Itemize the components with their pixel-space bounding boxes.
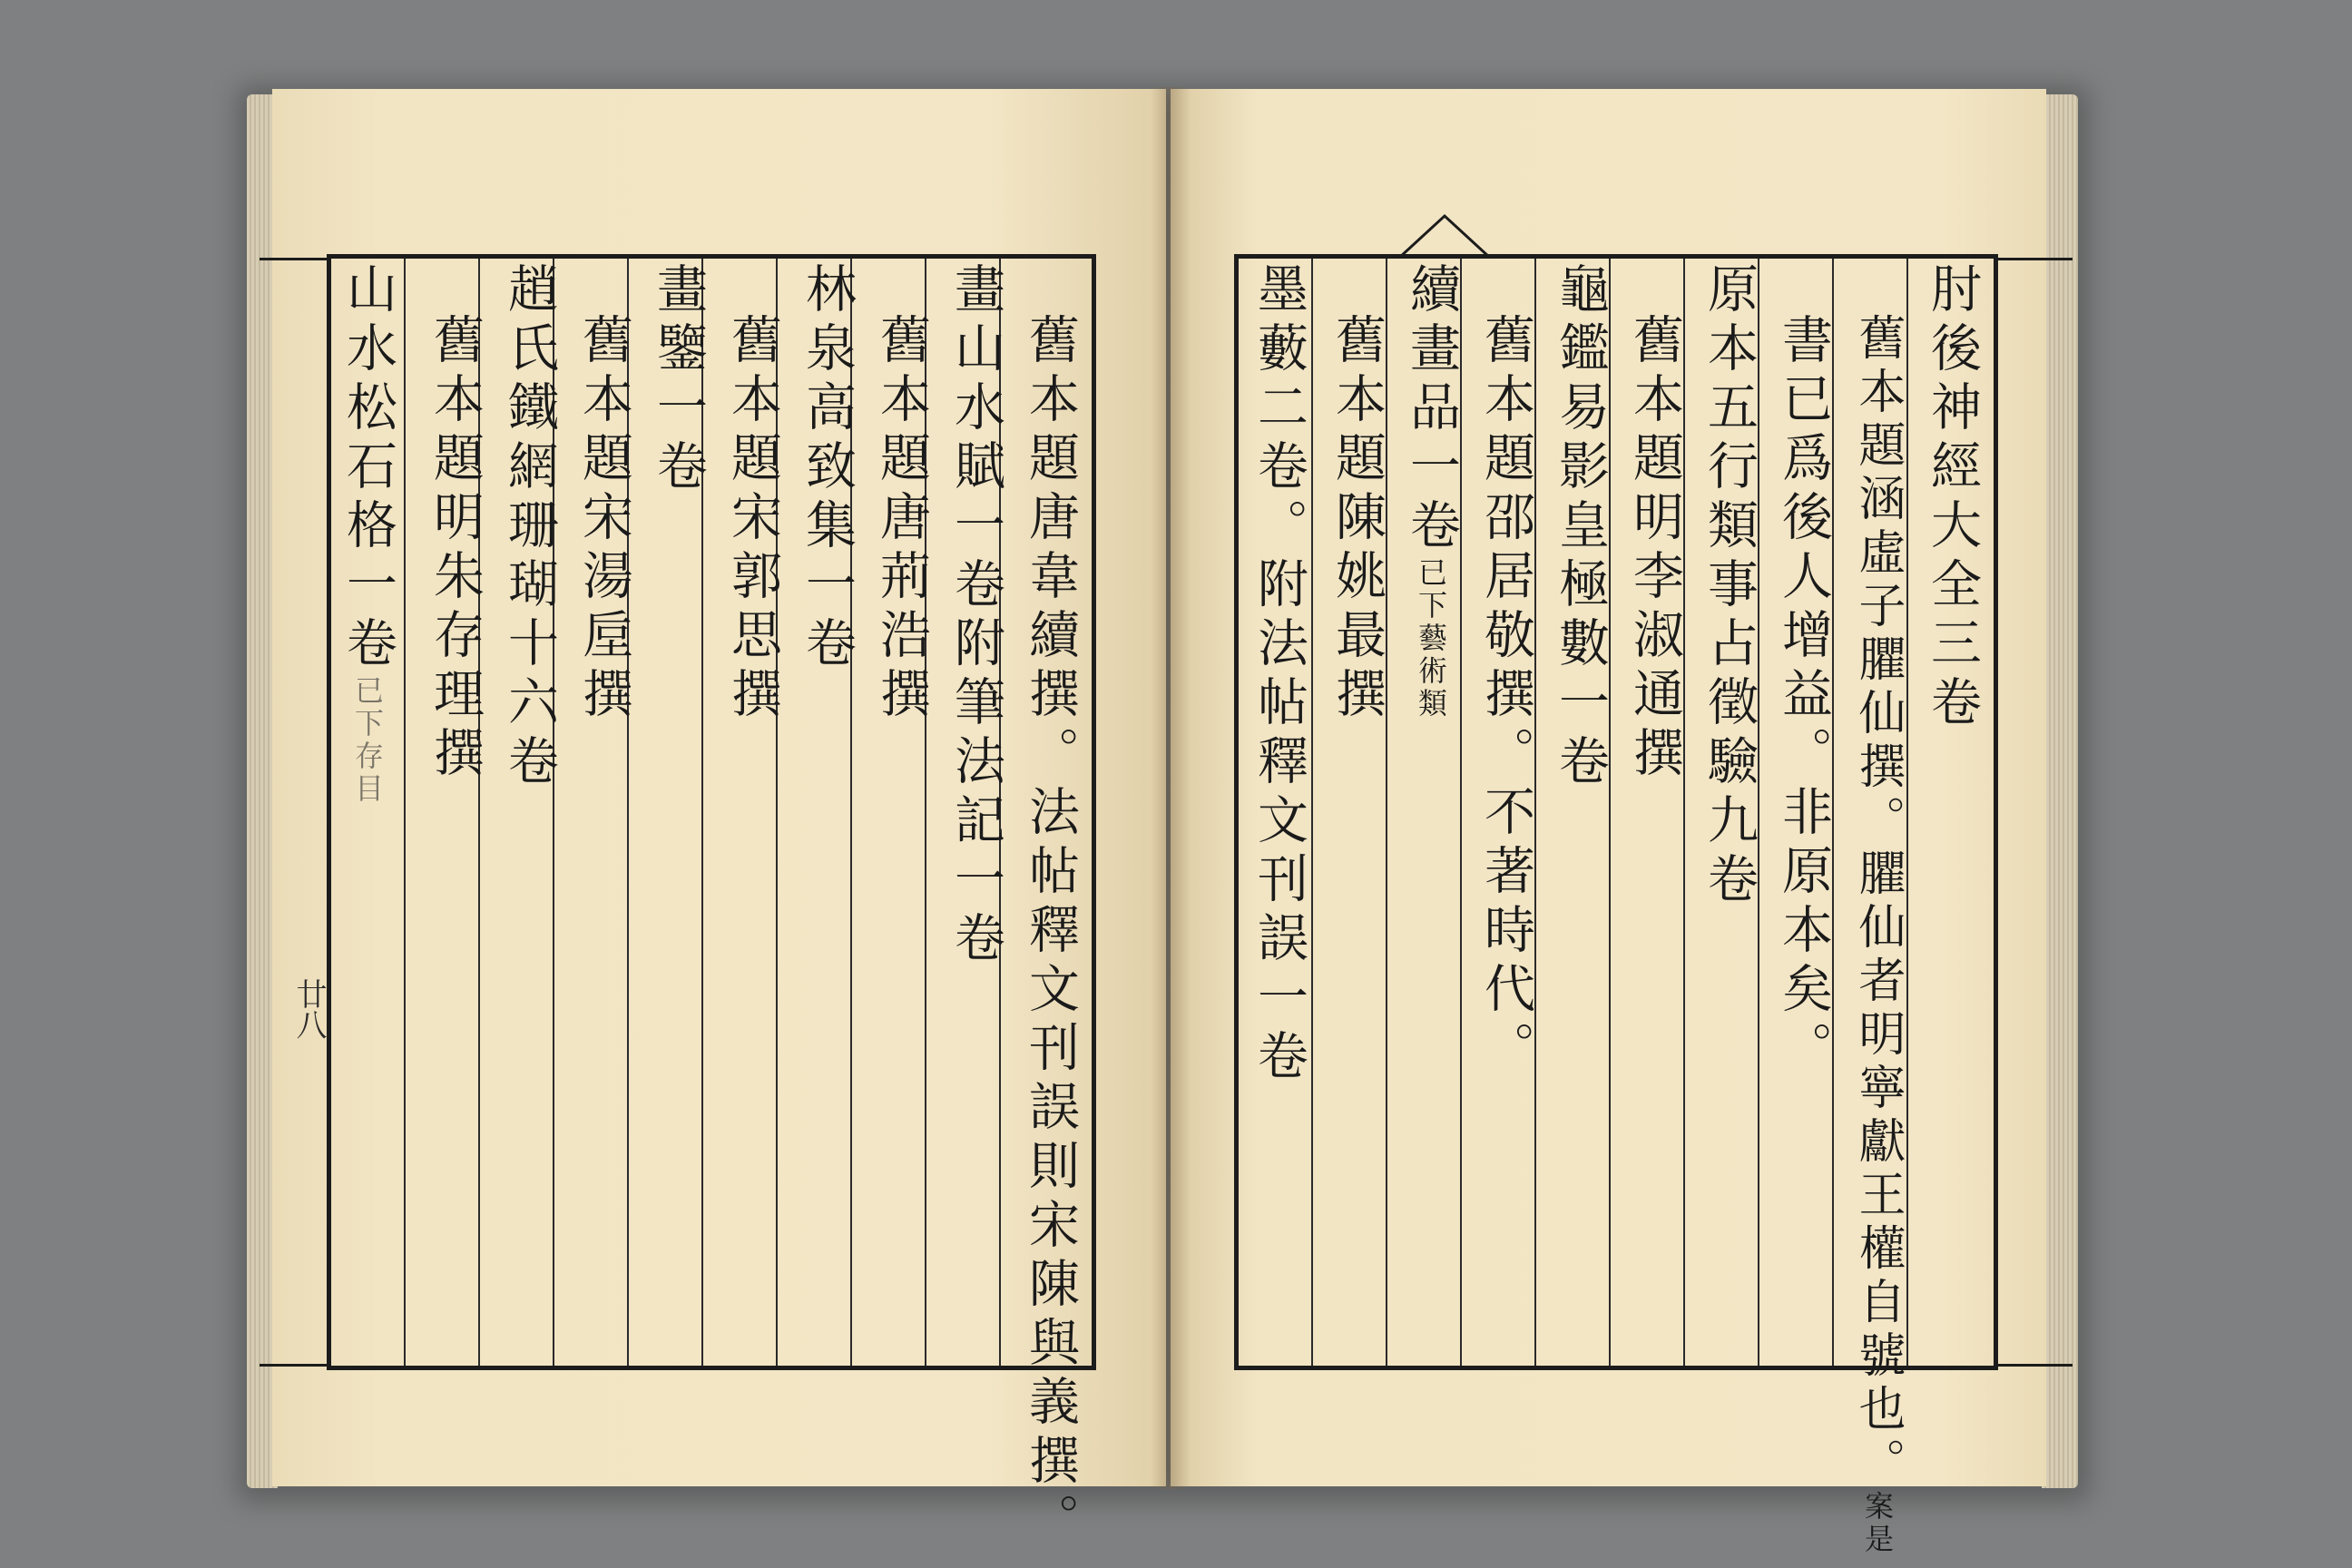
text-column-3: 舊本題唐荊浩撰 [872,313,931,726]
text-column-4: 林泉高致集一卷 [798,262,857,675]
text-column-8: 續畫品一卷已下藝術類 [1402,262,1461,720]
text-column-1: 舊本題唐韋續撰。法帖釋文刊誤則宋陳與義撰。 [1021,313,1080,1552]
frame-tick [260,1364,330,1367]
column-note: 已下藝術類 [1414,557,1448,720]
text-column-7: 舊本題邵居敬撰。不著時代。 [1476,313,1535,1080]
frame-tick [1994,1364,2073,1367]
right-page-frame [1234,254,1998,1556]
text-column-7: 舊本題宋湯垕撰 [574,313,633,726]
column-note: 已下存目 [350,675,385,806]
text-column-8: 趙氏鐵網珊瑚十六卷 [500,262,559,793]
book-gutter [1151,87,1191,1489]
text-column-6: 畫鑒一卷 [649,262,708,498]
folio-number: 廿八 [290,978,327,1040]
text-column-9: 舊本題陳姚最撰 [1328,313,1387,726]
text-column-9: 舊本題明朱存理撰 [426,313,485,785]
column-rule [404,259,406,1366]
text-column-1: 肘後神經大全三卷 [1923,262,1982,734]
text-column-6: 龜鑑易影皇極數一卷 [1551,262,1610,793]
text-column-3: 書已爲後人增益。非原本矣。 [1774,313,1833,1080]
left-page-frame [327,254,1096,1552]
frame-tick [1994,258,2073,260]
text-column-10: 山水松石格一卷已下存目 [338,262,397,806]
text-column-5: 舊本題明李淑通撰 [1625,313,1684,785]
right-page-edges [2042,94,2078,1488]
text-column-10: 墨藪二卷。附法帖釋文刊誤一卷 [1250,262,1308,1088]
text-column-2: 畫山水賦一卷附筆法記一卷 [946,262,1005,970]
column-note: 案是 [1860,1491,1895,1556]
text-column-5: 舊本題宋郭思撰 [723,313,782,726]
text-column-4: 原本五行類事占徵驗九卷 [1700,262,1759,911]
fishtail-mark [1397,212,1492,260]
text-column-2: 舊本題涵虛子臞仙撰。臞仙者明寧獻王權自號也。案是 [1850,313,1905,1556]
frame-tick [260,258,330,260]
